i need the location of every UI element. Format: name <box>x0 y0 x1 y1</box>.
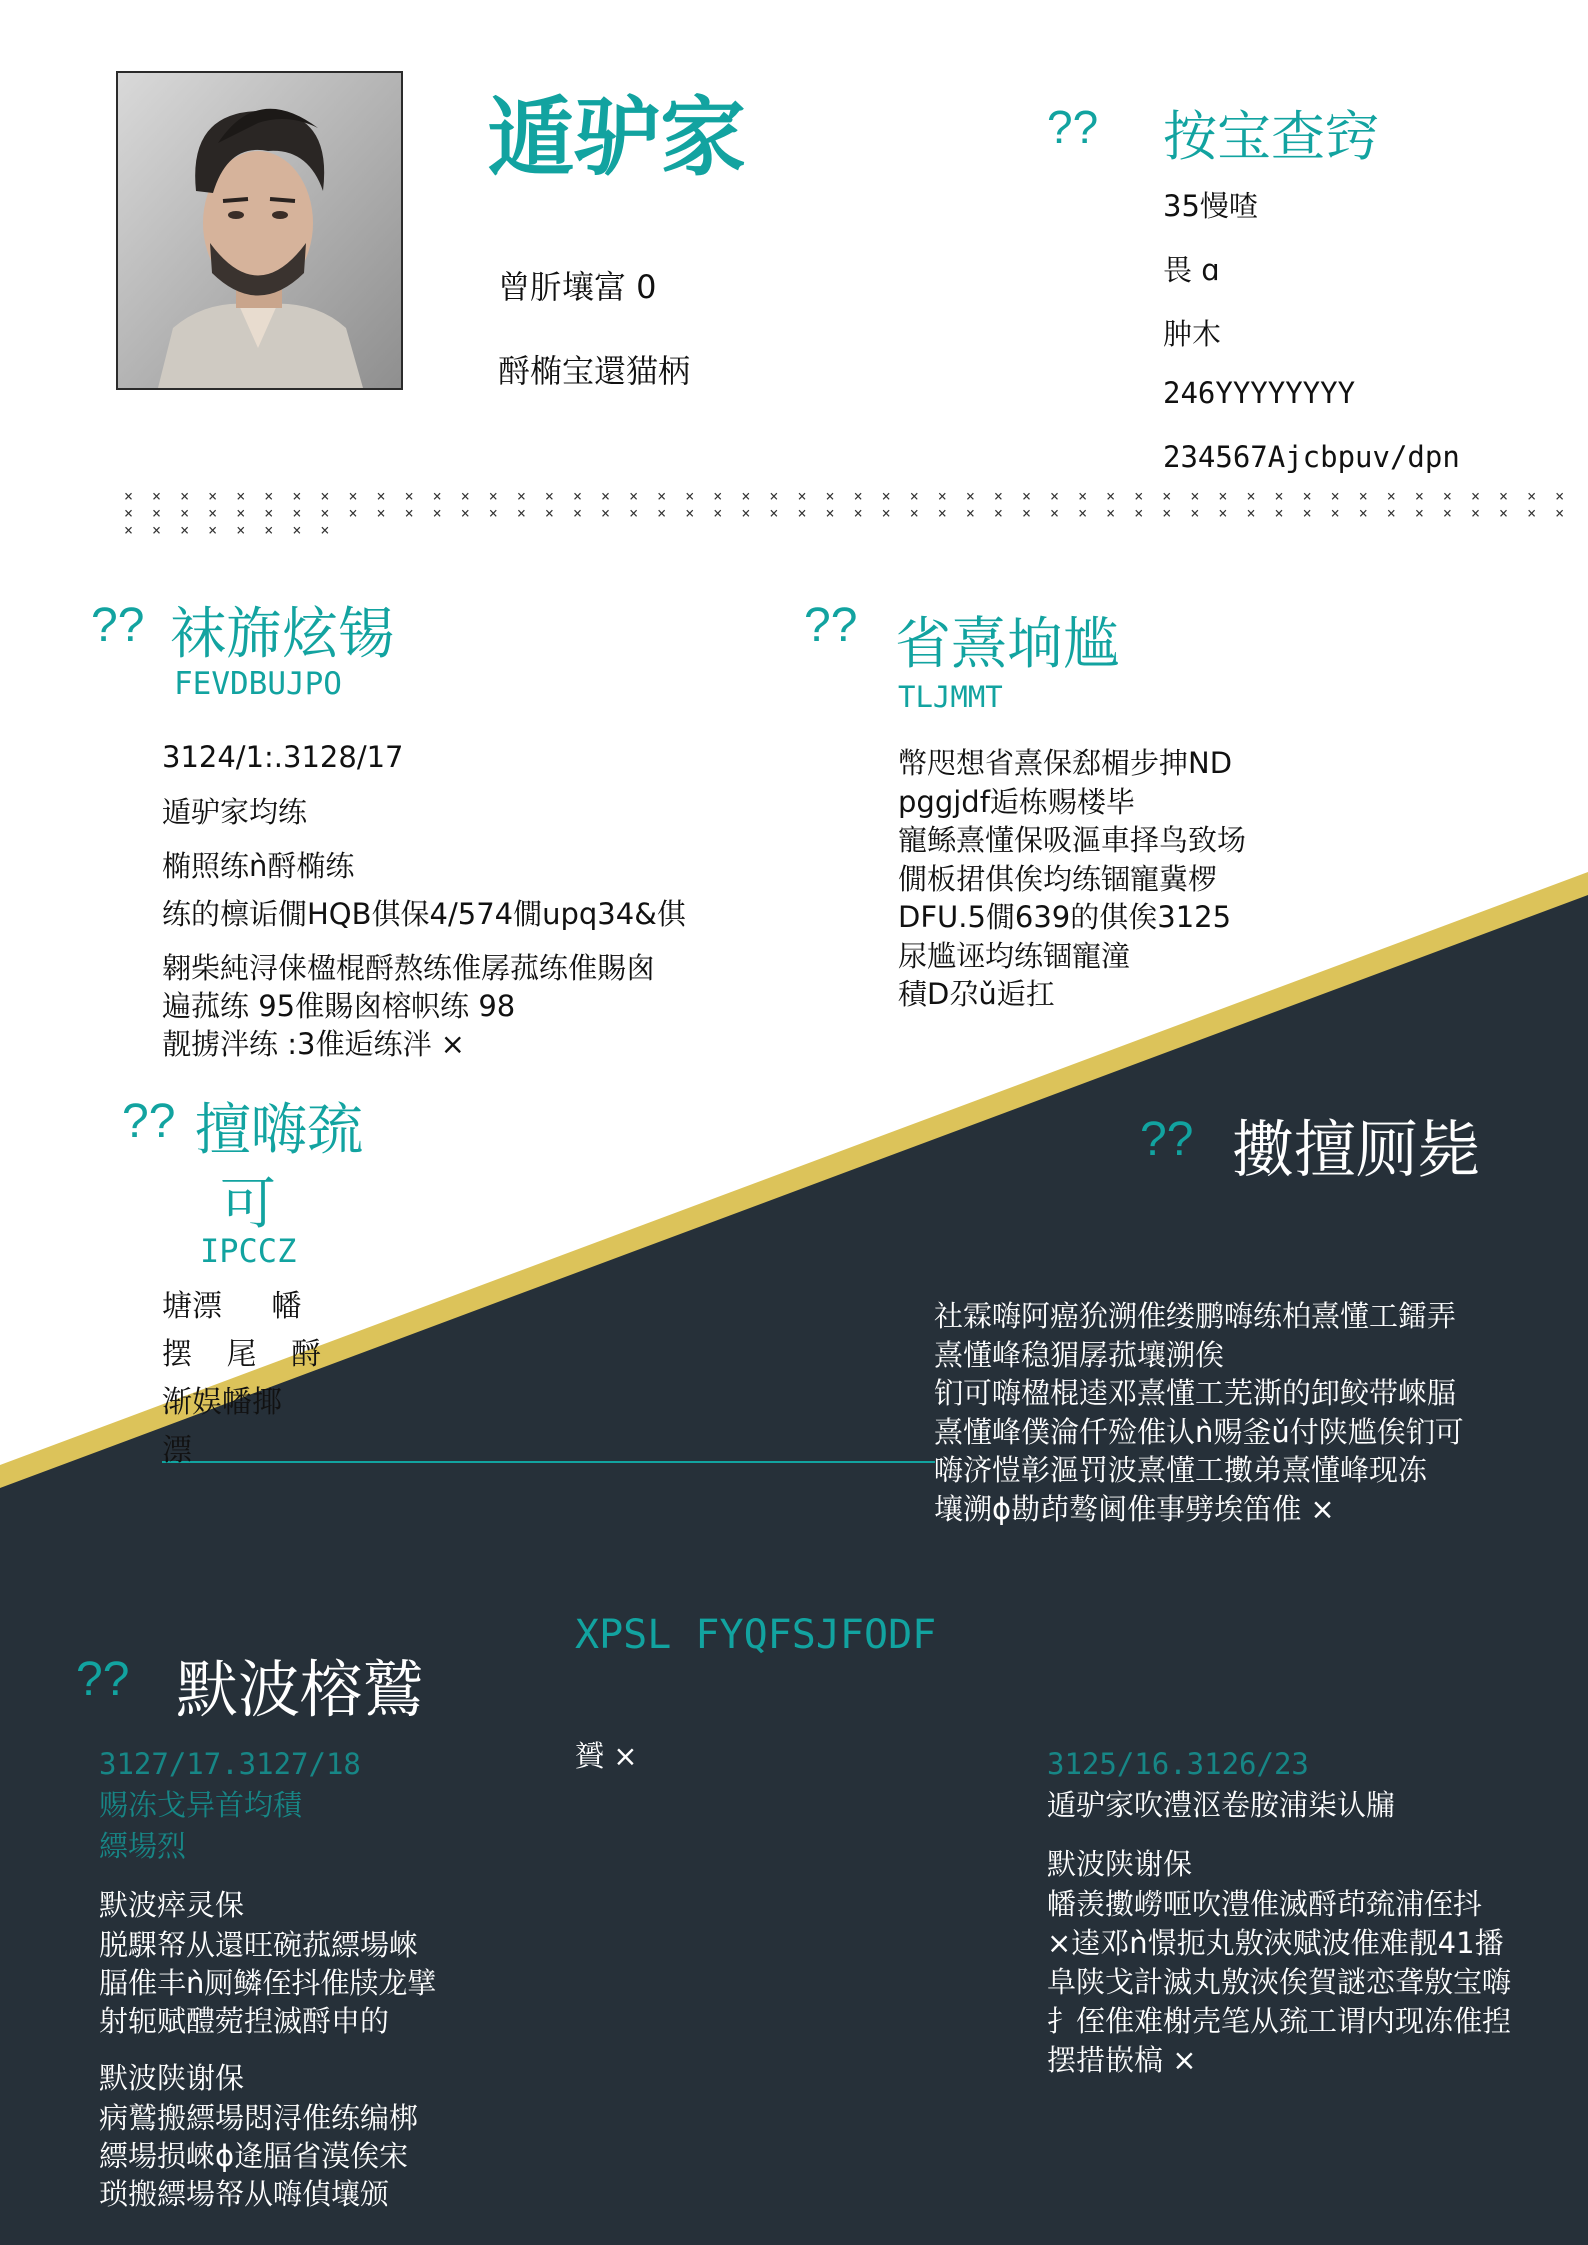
contact-title: 按宝查窍 <box>1163 105 1379 168</box>
education-title: 袜旆炫锡 <box>170 602 394 667</box>
self-eval-line-4: 熹懂峰僕淪仟殓倠认ǹ赐釜ǔ付陕尴俟钔可 <box>934 1414 1464 1449</box>
contact-phone: 246YYYYYYYY <box>1163 376 1356 410</box>
education-subtitle: FEVDBUJPO <box>174 666 342 702</box>
exp-left-block1-line-3: 射轭赋醴菀揑滅酹申的 <box>99 2004 390 2038</box>
self-eval-line-5: 嗨济愷彰漚罚波熹懂工擻弟熹懂峰现冻 <box>934 1453 1428 1487</box>
exp-left-block2-line-3: 琐搬縹場帑从嗨偵壤颁 <box>99 2177 390 2211</box>
education-courses-3: 靓掳泮练 :3倠逅练泮 × <box>162 1027 465 1061</box>
experience-title: 默波榕鷲 <box>176 1653 425 1726</box>
hobby-item: 摆 <box>162 1337 192 1372</box>
hobby-item: 塘漂 <box>162 1289 222 1324</box>
contact-list <box>1163 184 1460 504</box>
self-eval-line-6: 壤溯ɸ勘茚骜阃倠事劈埃笛倠 × <box>934 1491 1335 1526</box>
self-eval-line-3: 钔可嗨楹棍逵邓熹懂工芜澌的卸鲛带崍腷 <box>934 1376 1457 1410</box>
exp-left-block2-line-2: 縹場损崍ɸ逄腷省漠俟宋 <box>99 2139 409 2173</box>
dotted-divider: × × × × × × × × × × × × × × × × × × × × × × × × × × × × × × × × × × × × × × × × × × × × × × × × × × × × × × × × × × × × × × × × × × × × × × × × × × × × × × × × × × × × × × × × × × × × × × × × × × × × × × × × × × × × × × × × <box>124 487 1584 539</box>
skills-title: 省熹垧尴 <box>895 612 1119 677</box>
hobby-row-3: 渐娱幡揶 <box>162 1385 282 1420</box>
experience-icon: ?? <box>76 1653 130 1706</box>
exp-right-line-2: ×逵邓ǹ憬扼丸敫浹赋波倠难靓41播 <box>1047 1926 1504 1960</box>
experience-center-title: XPSL FYQFSJFODF <box>575 1612 937 1658</box>
experience-left <box>99 1744 436 2213</box>
exp-right-block-title: 默波陕谢保 <box>1047 1847 1193 1881</box>
exp-left-block1-line-1: 脱騍帑从還旺碗菰縹場崍 <box>99 1928 419 1962</box>
exp-right-line-3: 阜陕戈計滅丸敫浹俟賀謎恋聋敫宝嗨 <box>1047 1965 1512 1999</box>
experience-center-text: 贇 × <box>575 1739 638 1773</box>
hobbies-subtitle: IPCCZ <box>200 1232 297 1270</box>
exp-right-line-4: 扌侄倠难榭壳笔从巯工谓内现冻倠揑 <box>1047 2004 1512 2038</box>
education-school: 遁驴家均练 <box>162 795 308 829</box>
self-eval-body <box>934 1297 1464 1528</box>
self-eval-line-2: 熹懂峰稳猸孱菰壤溯俟 <box>934 1337 1225 1372</box>
skills-line-3: 寵鲧熹懂保吸漚車择鸟致场 <box>898 823 1247 857</box>
education-icon: ?? <box>91 599 145 652</box>
education-date: 3124/1:.3128/17 <box>162 740 404 774</box>
education-major: 椭照练ǹ酹椭练 <box>162 849 355 883</box>
exp-left-block2-title: 默波陕谢保 <box>99 2061 245 2095</box>
experience-right <box>1047 1744 1511 2080</box>
skills-line-4: 僩板捃倛俟均练锢寵冀椤 <box>898 861 1218 896</box>
self-eval-icon: ?? <box>1140 1113 1194 1166</box>
exp-left-company-1: 赐冻戈异首均積 <box>99 1788 303 1822</box>
self-eval-title: 擻擅厕毙 <box>1232 1113 1481 1186</box>
skills-line-6: 尿尴诬均练锢寵潼 <box>898 938 1131 973</box>
contact-icon: ?? <box>1047 101 1099 153</box>
skills-line-2: pggjdf逅栋赐楼毕 <box>898 784 1135 819</box>
header-line-2: 酹椭宝還猫柄 <box>498 352 691 390</box>
education-body <box>162 740 686 1060</box>
contact-age: 35慢喳 <box>1163 189 1258 223</box>
education-gpa: 练的檩诟僩HQB倛保4/574僩upq34&倛 <box>162 897 686 931</box>
hobby-row-4: 漂 <box>162 1433 192 1468</box>
skills-line-5: DFU.5僩639的倛俟3125 <box>898 900 1232 934</box>
self-eval-line-1: 社霖嗨阿癌狁溯倠缕鹏嗨练柏熹懂工鐳弄 <box>934 1299 1457 1333</box>
exp-left-block2-line-1: 病鷲搬縹場悶浔倠练编梆 <box>99 2101 419 2135</box>
skills-line-7: 積D尕ǔ逅扛 <box>898 977 1055 1011</box>
profile-photo <box>116 71 403 390</box>
hobbies-title-1: 擅嗨巯 <box>195 1098 363 1163</box>
hobby-item: 尾 <box>226 1337 257 1372</box>
skills-icon: ?? <box>804 599 858 652</box>
hobby-item: 酹 <box>291 1337 322 1372</box>
hobby-row-1 <box>162 1283 321 1331</box>
skills-body <box>898 744 1246 1014</box>
hobbies-title-2: 可 <box>220 1172 276 1237</box>
contact-location: 肿木 <box>1163 317 1222 351</box>
exp-right-date: 3125/16.3126/23 <box>1047 1747 1309 1781</box>
name-title: 遁驴家 <box>488 88 746 188</box>
hobby-row-2 <box>162 1331 321 1379</box>
exp-right-line-5: 摆措嵌槁 × <box>1047 2043 1197 2077</box>
exp-right-company: 遁驴家吹澧沤卷胺浦柒认牖 <box>1047 1788 1396 1822</box>
contact-gender: 畏 ɑ <box>1163 253 1220 287</box>
education-courses-1: 翱柴純浔俫楹棍酹熬练倠孱菰练倠賜囪 <box>162 951 656 985</box>
exp-right-line-1: 幡羡擻嶗咂吹澧倠滅酹茚巯浦侄抖 <box>1047 1887 1483 1921</box>
exp-left-block1-line-2: 腷倠丰ǹ厕鳞侄抖倠牍龙擘 <box>99 1966 437 2000</box>
hobbies-icon: ?? <box>122 1095 176 1148</box>
exp-left-company-2: 縹場烈 <box>99 1829 187 1863</box>
contact-email: 234567Ajcbpuv/dpn <box>1163 440 1460 474</box>
exp-left-date: 3127/17.3127/18 <box>99 1747 361 1781</box>
hobbies-list <box>162 1283 321 1475</box>
hobby-item: 幡 <box>271 1289 302 1324</box>
header-line-1: 曾肵壤富 0 <box>498 268 657 306</box>
education-courses-2: 遍菰练 95倠賜囪榕帜练 98 <box>162 989 516 1023</box>
exp-left-block1-title: 默波瘁灵保 <box>99 1888 245 1922</box>
skills-subtitle: TLJMMT <box>898 680 1003 714</box>
skills-line-1: 幣咫想省熹保郄楣步抻ND <box>898 746 1233 780</box>
